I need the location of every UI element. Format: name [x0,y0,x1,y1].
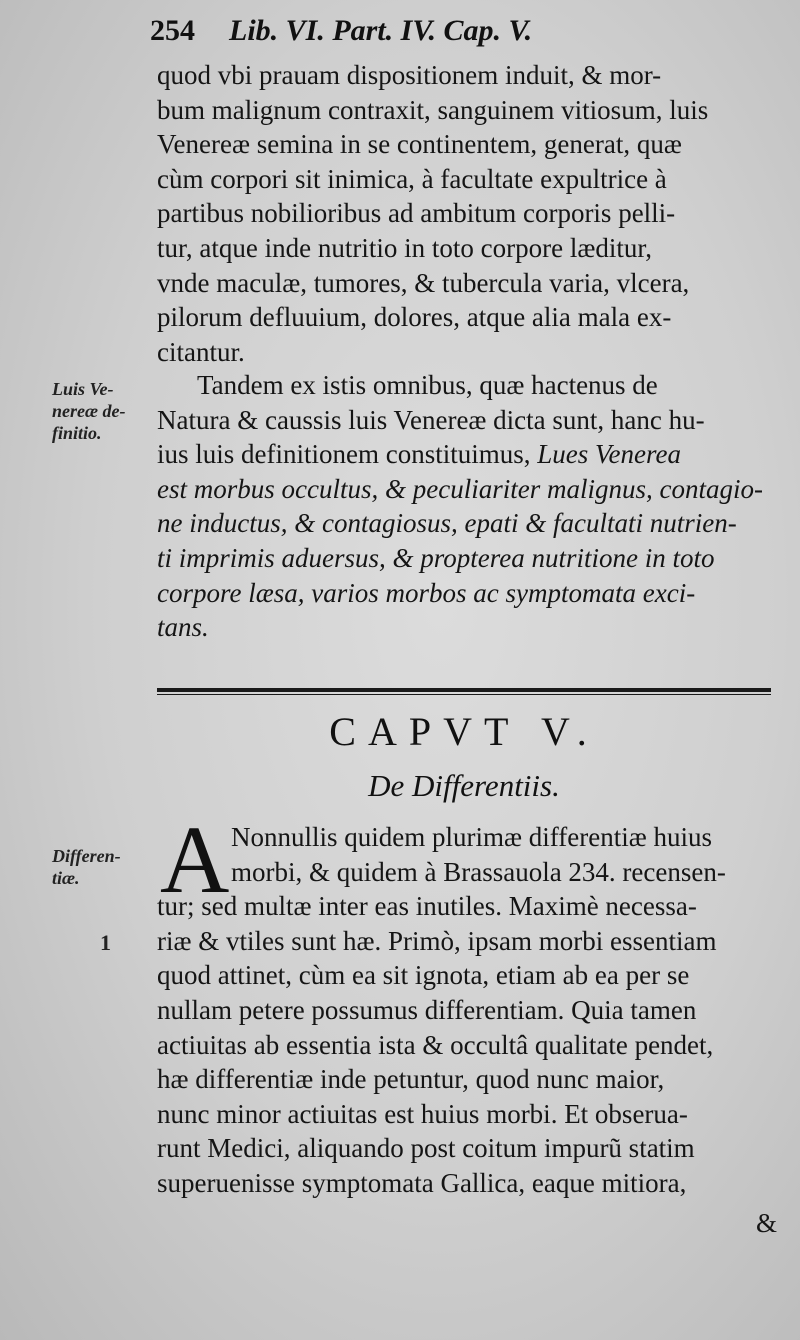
text-line: corpore læsa, varios morbos ac symptomata exci- [157,577,696,608]
margin-note-line: nereæ de- [52,401,126,421]
text-line: tur, atque inde nutritio in toto corpore læditur, [157,232,652,263]
text-line: vnde maculæ, tumores, & tubercula varia, vlcera, [157,267,690,298]
text-line: partibus nobilioribus ad ambitum corporis pelli- [157,198,676,229]
text-line: actiuitas ab essentia ista & occultâ qualitate pendet, [157,1029,714,1060]
margin-note-line: Differen- [52,846,121,866]
text-line: Venereæ semina in se continentem, generat, quæ [157,129,682,160]
text-line: Nonnullis quidem plurimæ differentiæ huius [231,822,712,852]
chapter-title: CAPVT V. [329,709,599,754]
page-number: 254 [150,14,195,47]
margin-note-line: tiæ. [52,868,80,888]
text-line: superuenisse symptomata Gallica, eaque mitiora, [157,1167,687,1198]
text-line: bum malignum contraxit, sanguinem vitiosum, luis [157,94,709,125]
text-line: ti imprimis aduersus, & propterea nutritione in toto [157,542,715,573]
chapter-subtitle: De Differentiis. [368,768,560,803]
text-line: Tandem ex istis omnibus, quæ hactenus de [197,370,658,400]
text-line: citantur. [157,336,245,367]
running-header [150,14,790,48]
text-line: quod vbi prauam dispositionem induit, & mor- [157,60,662,90]
text-line: pilorum defluuium, dolores, atque alia mala ex- [157,302,672,333]
margin-note-definitio [52,378,152,444]
drop-cap: A [160,806,230,913]
paragraph-continued [157,58,777,369]
text-line: ne inductus, & contagiosus, epati & facultati nutrien- [157,508,737,539]
margin-note-line: Luis Ve- [52,379,114,399]
text-line: runt Medici, aliquando post coitum impurũ statim [157,1133,695,1164]
catchword: & [756,1208,778,1238]
paragraph-definition [157,368,777,645]
text-line: riæ & vtiles sunt hæ. Primò, ipsam morbi essentiam [157,925,717,956]
margin-note-line: finitio. [52,423,102,443]
text-line: nunc minor actiuitas est huius morbi. Et obserua- [157,1098,688,1129]
text-line: tur; sed multæ inter eas inutiles. Maximè necessa- [157,891,697,922]
text-line: quod attinet, cùm ea sit ignota, etiam ab ea per se [157,960,690,991]
running-title: Lib. VI. Part. IV. Cap. V. [229,14,533,47]
text-line: hæ differentiæ inde petuntur, quod nunc maior, [157,1064,665,1095]
text-line: ius luis definitionem constituimus, Lues Venerea [157,439,681,470]
margin-note-differentiae [52,845,152,889]
text-line: est morbus occultus, & peculiariter malignus, contagio- [157,473,763,504]
paragraph-differentiae [157,806,777,1201]
text-line: morbi, & quidem à Brassauola 234. recensen- [231,856,726,887]
text-line: tans. [157,612,209,643]
text-line: nullam petere possumus differentiam. Quia tamen [157,994,697,1025]
text-line: Natura & caussis luis Venereæ dicta sunt, hanc hu- [157,404,705,435]
margin-numeral: 1 [100,930,111,955]
text-line: cùm corpori sit inimica, à facultate expultrice à [157,163,667,194]
chapter-divider-rule [157,688,771,695]
